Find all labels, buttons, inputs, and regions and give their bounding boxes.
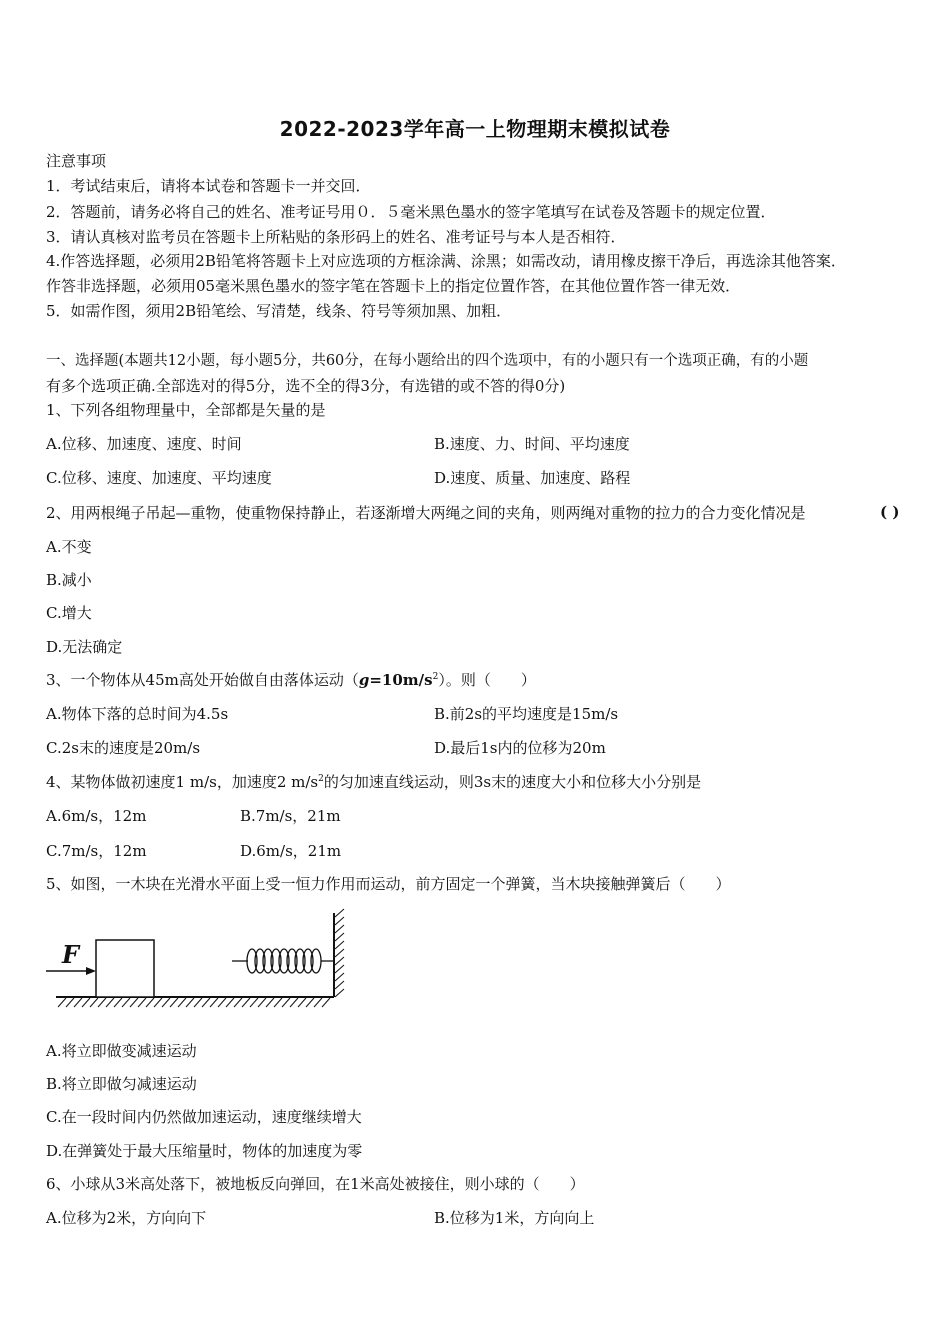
q3-option-b: B.前2s的平均速度是15m/s xyxy=(434,705,619,723)
q4-stem xyxy=(46,772,701,792)
q5-option-b: B.将立即做匀减速运动 xyxy=(46,1075,197,1093)
q5-option-a: A.将立即做变减速运动 xyxy=(46,1042,197,1060)
q4-option-c: C.7m/s，12m xyxy=(46,842,147,860)
q6-option-a: A.位移为2米，方向向下 xyxy=(46,1209,207,1227)
q2-option-a: A.不变 xyxy=(46,538,92,556)
force-label: F xyxy=(62,940,80,969)
q4-option-a: A.6m/s，12m xyxy=(46,807,147,825)
q1-option-c: C.位移、速度、加速度、平均速度 xyxy=(46,469,272,487)
q2-stem: 2、用两根绳子吊起—重物，使重物保持静止，若逐渐增大两绳之间的夹角，则两绳对重物的拉力的合力变化情况是 xyxy=(46,504,806,522)
q1-option-d: D.速度、质量、加速度、路程 xyxy=(434,469,631,487)
q4-sup: 2 xyxy=(318,774,324,784)
q1-option-a: A.位移、加速度、速度、时间 xyxy=(46,435,242,453)
q4-option-b: B.7m/s，21m xyxy=(240,807,341,825)
q5-figure xyxy=(44,905,354,1015)
q3-g: g xyxy=(358,671,370,689)
q5-option-c: C.在一段时间内仍然做加速运动，速度继续增大 xyxy=(46,1108,362,1126)
q2-option-d: D.无法确定 xyxy=(46,638,123,656)
notice-item-4: 4.作答选择题，必须用2B铅笔将答题卡上对应选项的方框涂满、涂黑；如需改动，请用橡皮擦干净后，再选涂其他答案． xyxy=(46,252,846,270)
notice-item-3: 3．请认真核对监考员在答题卡上所粘贴的条形码上的姓名、准考证号与本人是否相符． xyxy=(46,228,626,246)
notice-item-5: 5．如需作图，须用2B铅笔绘、写清楚，线条、符号等须加黑、加粗． xyxy=(46,302,512,320)
notice-item-1: 1．考试结束后，请将本试卷和答题卡一并交回． xyxy=(46,177,371,195)
q2-option-c: C.增大 xyxy=(46,604,92,622)
notice-item-4-cont: 作答非选择题，必须用05毫米黑色墨水的签字笔在答题卡上的指定位置作答，在其他位置作答一律无效． xyxy=(46,277,741,295)
q5-option-d: D.在弹簧处于最大压缩量时，物体的加速度为零 xyxy=(46,1142,363,1160)
q5-stem: 5、如图，一木块在光滑水平面上受一恒力作用而运动，前方固定一个弹簧，当木块接触弹簧后（ ） xyxy=(46,875,731,893)
wall-hatching xyxy=(335,909,344,997)
notice-item-2: 2．答题前，请务必将自己的姓名、准考证号用０．５毫米黑色墨水的签字笔填写在试卷及答题卡的规定位置． xyxy=(46,203,776,221)
exam-title: 2022-2023学年高一上物理期末模拟试卷 xyxy=(279,117,671,141)
notice-heading: 注意事项 xyxy=(46,152,107,170)
force-arrow-head xyxy=(86,967,96,975)
section-1-intro: 一、选择题(本题共12小题，每小题5分，共60分，在每小题给出的四个选项中，有的小题只有一个选项正确，有的小题 xyxy=(46,353,809,369)
q4-stem-b: 的匀加速直线运动，则3s末的速度大小和位移大小分别是 xyxy=(323,773,702,791)
q2-option-b: B.减小 xyxy=(46,571,92,589)
q1-option-b: B.速度、力、时间、平均速度 xyxy=(434,435,630,453)
q6-stem: 6、小球从3米高处落下，被地板反向弹回，在1米高处被接住，则小球的（ ） xyxy=(46,1175,585,1193)
q3-stem-c: ）。则（ ） xyxy=(438,671,536,689)
q3-option-a: A.物体下落的总时间为4.5s xyxy=(46,705,229,723)
q4-option-d: D.6m/s，21m xyxy=(240,842,342,860)
q3-sup: 2 xyxy=(432,672,439,682)
q3-option-c: C.2s末的速度是20m/s xyxy=(46,739,201,757)
q6-option-b: B.位移为1米，方向向上 xyxy=(434,1209,595,1227)
q3-stem-b: =10m/s xyxy=(369,671,433,689)
q3-stem-a: 3、一个物体从45m高处开始做自由落体运动（ xyxy=(46,671,359,689)
q3-option-d: D.最后1s内的位移为20m xyxy=(434,739,606,757)
spring xyxy=(232,949,334,973)
q4-stem-a: 4、某物体做初速度1 m/s，加速度2 m/s xyxy=(46,773,319,791)
ground-hatching xyxy=(58,998,330,1007)
q3-stem xyxy=(46,670,536,690)
q1-stem: 1、下列各组物理量中，全部都是矢量的是 xyxy=(46,401,326,419)
q2-answer-paren: ( ) xyxy=(880,503,900,521)
section-1-intro-cont: 有多个选项正确.全部选对的得5分，选不全的得3分，有选错的或不答的得0分) xyxy=(46,377,566,395)
wooden-block xyxy=(96,940,154,997)
